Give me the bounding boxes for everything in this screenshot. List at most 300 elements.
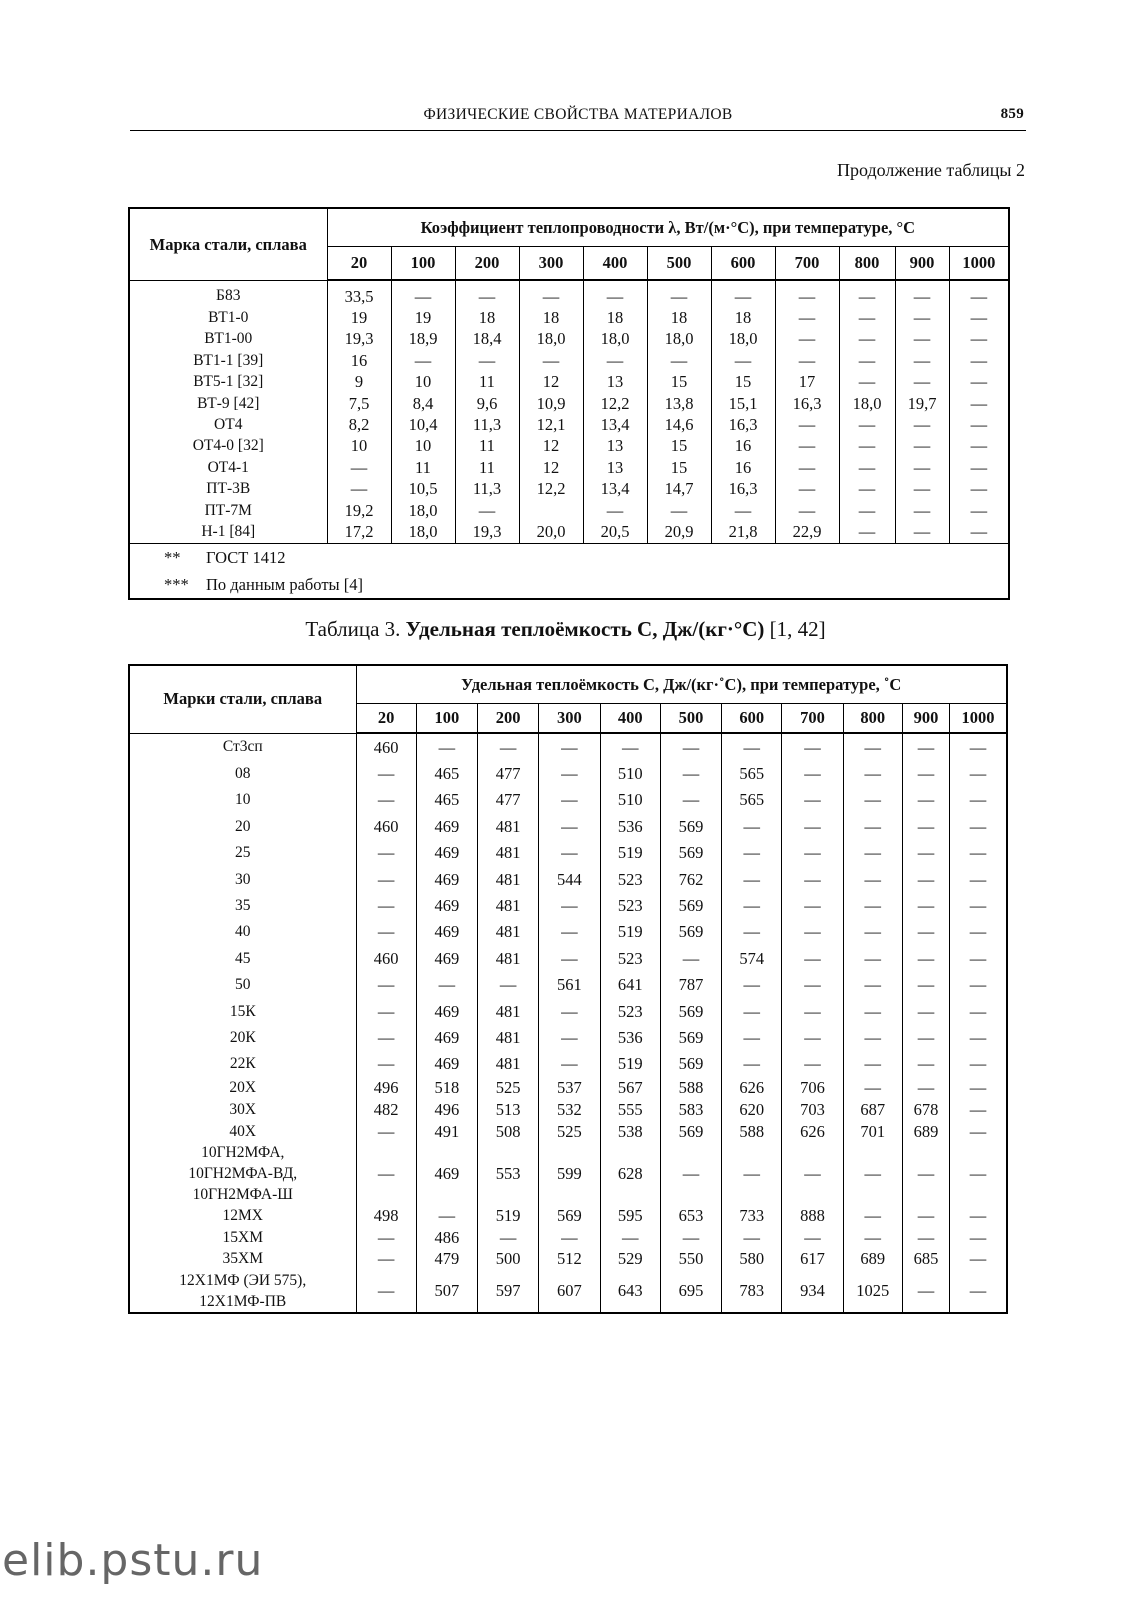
temperature-header-900: 900	[895, 247, 949, 281]
table-cell: 18,0	[391, 521, 455, 543]
table-cell: —	[949, 414, 1009, 435]
table-cell: —	[902, 813, 949, 839]
table-cell: 11	[391, 457, 455, 478]
temperature-header-20: 20	[356, 704, 416, 734]
temperature-header-200: 200	[478, 704, 539, 734]
temperature-header-300: 300	[539, 704, 600, 734]
table-row	[129, 919, 1007, 945]
running-head-title: ФИЗИЧЕСКИЕ СВОЙСТВА МАТЕРИАЛОВ	[423, 106, 733, 123]
table-cell: 17	[775, 372, 839, 393]
temperature-header-800: 800	[843, 704, 902, 734]
table-cell: —	[839, 500, 895, 521]
table-cell: —	[660, 787, 721, 813]
table-cell: —	[902, 1142, 949, 1205]
table-cell: —	[455, 500, 519, 521]
table-cell: 523	[600, 892, 660, 918]
table-cell: —	[902, 998, 949, 1024]
temperature-header-400: 400	[583, 247, 647, 281]
table-cell: 9,6	[455, 393, 519, 414]
table-cell: —	[949, 457, 1009, 478]
table-cell: —	[843, 919, 902, 945]
table-row	[129, 280, 1009, 307]
table-cell: 18,0	[519, 329, 583, 350]
table-cell: 500	[478, 1248, 539, 1270]
table-cell: 17,2	[327, 521, 391, 543]
table-cell: —	[950, 1226, 1007, 1248]
table-cell: —	[949, 521, 1009, 543]
table-cell: 469	[416, 998, 477, 1024]
table-cell: 18	[711, 307, 775, 328]
table-cell: —	[950, 840, 1007, 866]
table-cell: —	[843, 760, 902, 786]
table-cell: 481	[478, 892, 539, 918]
table-cell: —	[775, 350, 839, 371]
specific-heat-table	[128, 664, 1008, 1314]
table-cell: —	[843, 1142, 902, 1205]
table-cell: —	[416, 733, 477, 760]
table-cell: 481	[478, 998, 539, 1024]
temperature-header-600: 600	[711, 247, 775, 281]
table-cell: 481	[478, 866, 539, 892]
table-cell: —	[949, 280, 1009, 307]
table-cell: —	[902, 1024, 949, 1050]
table-cell: 607	[539, 1270, 600, 1313]
row-grade-name: ПТ-7М	[129, 500, 327, 521]
table-row	[129, 972, 1007, 998]
table-row	[129, 733, 1007, 760]
table-cell: 569	[660, 1120, 721, 1142]
table-cell: —	[902, 945, 949, 971]
table-cell: 10,5	[391, 479, 455, 500]
table-cell: —	[902, 787, 949, 813]
table-cell: —	[843, 945, 902, 971]
table-cell: —	[895, 436, 949, 457]
table-cell: 519	[600, 840, 660, 866]
temperature-header-700: 700	[775, 247, 839, 281]
table-cell: 496	[416, 1099, 477, 1121]
table-cell: 595	[600, 1205, 660, 1227]
table-cell: 703	[782, 1099, 843, 1121]
table-cell: 16	[711, 457, 775, 478]
table-cell: —	[455, 280, 519, 307]
temperature-header-300: 300	[519, 247, 583, 281]
table-cell: 469	[416, 945, 477, 971]
table-cell: 523	[600, 998, 660, 1024]
row-grade-name: 22К	[129, 1051, 356, 1077]
table-cell: —	[327, 479, 391, 500]
temperature-header-100: 100	[391, 247, 455, 281]
table-cell: —	[455, 350, 519, 371]
footnote	[129, 543, 1009, 571]
table-cell: —	[539, 760, 600, 786]
table-row	[129, 393, 1009, 414]
table-cell: 13	[583, 457, 647, 478]
table-cell: 20,9	[647, 521, 711, 543]
table-row	[129, 1099, 1007, 1121]
temperature-header-800: 800	[839, 247, 895, 281]
table-cell: 10	[391, 372, 455, 393]
table-cell: 643	[600, 1270, 660, 1313]
table-cell: 469	[416, 840, 477, 866]
table-cell: 491	[416, 1120, 477, 1142]
table-cell: —	[775, 280, 839, 307]
temperature-header-100: 100	[416, 704, 477, 734]
table-cell: 481	[478, 1024, 539, 1050]
table-row	[129, 307, 1009, 328]
table-cell: 481	[478, 919, 539, 945]
table-cell: 496	[356, 1077, 416, 1099]
table-row	[129, 840, 1007, 866]
table-cell: 16	[711, 436, 775, 457]
row-grade-name: ВТ-9 [42]	[129, 393, 327, 414]
table-cell: 12,1	[519, 414, 583, 435]
table-3-caption	[0, 617, 1131, 642]
table-cell: —	[839, 350, 895, 371]
table-cell: 482	[356, 1099, 416, 1121]
table-cell: —	[600, 733, 660, 760]
footnote-text: По данным работы [4]	[206, 574, 363, 594]
table-cell: —	[839, 479, 895, 500]
table-cell: —	[722, 1226, 782, 1248]
table-cell: 15,1	[711, 393, 775, 414]
table-cell: —	[356, 840, 416, 866]
row-grade-name: 35ХМ	[129, 1248, 356, 1270]
table-cell: —	[895, 500, 949, 521]
table-cell: —	[950, 1024, 1007, 1050]
table-cell: —	[356, 998, 416, 1024]
table-cell: —	[950, 813, 1007, 839]
running-head	[130, 104, 1026, 131]
table-cell: 16,3	[775, 393, 839, 414]
table-cell: —	[843, 813, 902, 839]
table-cell: 469	[416, 1024, 477, 1050]
table-cell: —	[895, 307, 949, 328]
table-cell: —	[950, 733, 1007, 760]
table-cell: 641	[600, 972, 660, 998]
table-cell: —	[539, 733, 600, 760]
table-cell: 21,8	[711, 521, 775, 543]
table-cell: 10,9	[519, 393, 583, 414]
row-grade-name: Н-1 [84]	[129, 521, 327, 543]
group-header-conductivity: Коэффициент теплопроводности λ, Вт/(м·°С), при температуре, °С	[327, 208, 1009, 247]
caption-prefix: Таблица 3.	[305, 617, 406, 641]
row-grade-name: 40	[129, 919, 356, 945]
table-cell: —	[902, 1270, 949, 1313]
table-cell: —	[843, 998, 902, 1024]
row-grade-name: 10ГН2МФА, 10ГН2МФА-ВД, 10ГН2МФА-Ш	[129, 1142, 356, 1205]
table-cell: —	[356, 1226, 416, 1248]
row-grade-name: 40Х	[129, 1120, 356, 1142]
table-cell: 523	[600, 945, 660, 971]
table-cell: —	[843, 787, 902, 813]
table-cell: —	[902, 1051, 949, 1077]
table-cell: —	[843, 972, 902, 998]
table-cell: —	[722, 998, 782, 1024]
table-cell: —	[711, 280, 775, 307]
table-cell: 507	[416, 1270, 477, 1313]
table-cell: 460	[356, 813, 416, 839]
table-cell: 695	[660, 1270, 721, 1313]
table-cell: —	[843, 1077, 902, 1099]
table-row	[129, 500, 1009, 521]
table-row	[129, 998, 1007, 1024]
table-cell: —	[902, 1077, 949, 1099]
table-cell: —	[782, 813, 843, 839]
table-cell: —	[711, 350, 775, 371]
table-cell: —	[782, 866, 843, 892]
table-cell: —	[722, 1024, 782, 1050]
table-cell: —	[775, 414, 839, 435]
table-cell: —	[782, 1142, 843, 1205]
table-cell: —	[839, 329, 895, 350]
table-cell: —	[950, 1077, 1007, 1099]
table-cell: 599	[539, 1142, 600, 1205]
table-cell: 569	[660, 1024, 721, 1050]
table-cell: 12	[519, 372, 583, 393]
group-header-specific-heat: Удельная теплоёмкость С, Дж/(кг·˚С), при температуре, ˚С	[356, 665, 1007, 704]
table-cell: —	[839, 521, 895, 543]
temperature-header-900: 900	[902, 704, 949, 734]
table-cell: —	[950, 1051, 1007, 1077]
column-header-grade: Марка стали, сплава	[129, 208, 327, 280]
table-cell: —	[843, 840, 902, 866]
table-cell: —	[782, 892, 843, 918]
table-row	[129, 1248, 1007, 1270]
table-cell: 525	[478, 1077, 539, 1099]
table-cell: —	[949, 307, 1009, 328]
caption-reference: [1, 42]	[764, 617, 826, 641]
table-cell: 13	[583, 372, 647, 393]
table-cell: 14,7	[647, 479, 711, 500]
column-header-grade: Марки стали, сплава	[129, 665, 356, 733]
table-cell: —	[782, 919, 843, 945]
table-cell: —	[950, 760, 1007, 786]
row-grade-name: ОТ4-0 [32]	[129, 436, 327, 457]
table-cell: —	[416, 1205, 477, 1227]
table-cell: —	[478, 972, 539, 998]
table-cell: 617	[782, 1248, 843, 1270]
table-cell: —	[722, 972, 782, 998]
table-cell: 701	[843, 1120, 902, 1142]
table-cell: 529	[600, 1248, 660, 1270]
row-grade-name: ОТ4-1	[129, 457, 327, 478]
table-cell: —	[902, 1226, 949, 1248]
table-cell: 465	[416, 760, 477, 786]
table-cell: 12	[519, 436, 583, 457]
table-cell: 486	[416, 1226, 477, 1248]
table-cell: 18	[647, 307, 711, 328]
table-cell: 15	[647, 436, 711, 457]
table-row	[129, 350, 1009, 371]
table-cell: 477	[478, 787, 539, 813]
table-cell: 18,0	[647, 329, 711, 350]
row-grade-name: Ст3сп	[129, 733, 356, 760]
table-cell: —	[895, 521, 949, 543]
table-cell: —	[583, 500, 647, 521]
table-cell: —	[782, 733, 843, 760]
temperature-header-1000: 1000	[949, 247, 1009, 281]
table-cell: —	[950, 1248, 1007, 1270]
table-row	[129, 1270, 1007, 1313]
table-cell: 1025	[843, 1270, 902, 1313]
table-cell: 33,5	[327, 280, 391, 307]
table-cell: 18,0	[391, 500, 455, 521]
table-cell: —	[583, 280, 647, 307]
table-cell: 569	[539, 1205, 600, 1227]
table-cell: 20,5	[583, 521, 647, 543]
table-cell: —	[539, 1051, 600, 1077]
table-cell: 15	[647, 457, 711, 478]
footnote-row	[129, 543, 1009, 571]
table-cell: —	[950, 1270, 1007, 1313]
table-cell: —	[782, 787, 843, 813]
row-grade-name: 30Х	[129, 1099, 356, 1121]
row-grade-name: 12МХ	[129, 1205, 356, 1227]
table-cell: —	[950, 1205, 1007, 1227]
row-grade-name: 25	[129, 840, 356, 866]
table-cell: —	[356, 1024, 416, 1050]
table-cell: —	[478, 733, 539, 760]
table-cell: —	[782, 760, 843, 786]
table-row	[129, 813, 1007, 839]
table-cell: —	[843, 1205, 902, 1227]
table-cell: —	[839, 280, 895, 307]
table-cell: —	[902, 1205, 949, 1227]
table-cell: —	[950, 1120, 1007, 1142]
table-cell: —	[356, 1051, 416, 1077]
table-cell: 538	[600, 1120, 660, 1142]
row-grade-name: 50	[129, 972, 356, 998]
table-row	[129, 866, 1007, 892]
table-cell: 569	[660, 813, 721, 839]
table-row	[129, 479, 1009, 500]
table-cell: 477	[478, 760, 539, 786]
table-cell: 689	[902, 1120, 949, 1142]
table-cell: 934	[782, 1270, 843, 1313]
table-cell: —	[782, 1024, 843, 1050]
table-cell: 481	[478, 840, 539, 866]
table-row	[129, 436, 1009, 457]
table-cell: 523	[600, 866, 660, 892]
table-cell: —	[391, 350, 455, 371]
table-cell: 10,4	[391, 414, 455, 435]
table-row	[129, 329, 1009, 350]
table-cell: 510	[600, 787, 660, 813]
table-cell: —	[519, 350, 583, 371]
row-grade-name: Б83	[129, 280, 327, 307]
table-cell: 11,3	[455, 479, 519, 500]
table-cell: —	[327, 457, 391, 478]
table-cell: —	[839, 307, 895, 328]
table-cell: 569	[660, 998, 721, 1024]
table-cell: —	[782, 998, 843, 1024]
table-cell: 689	[843, 1248, 902, 1270]
footnote-marker: ***	[164, 574, 189, 594]
thermal-conductivity-table	[128, 207, 1010, 600]
table-cell: 628	[600, 1142, 660, 1205]
table-row	[129, 414, 1009, 435]
table-cell: —	[775, 457, 839, 478]
table-cell: 11	[455, 457, 519, 478]
table-cell: 18,0	[839, 393, 895, 414]
table-cell: —	[539, 840, 600, 866]
table-cell: —	[416, 972, 477, 998]
table-cell: 565	[722, 760, 782, 786]
row-grade-name: 20Х	[129, 1077, 356, 1099]
table-cell: 11,3	[455, 414, 519, 435]
table-cell: 510	[600, 760, 660, 786]
table-cell: —	[949, 479, 1009, 500]
table-cell: —	[949, 393, 1009, 414]
table-cell: 22,9	[775, 521, 839, 543]
table-cell: 678	[902, 1099, 949, 1121]
table-cell: 512	[539, 1248, 600, 1270]
row-grade-name: 20	[129, 813, 356, 839]
table-cell: 11	[455, 372, 519, 393]
table-cell: —	[895, 350, 949, 371]
table-cell: —	[600, 1226, 660, 1248]
table-cell: —	[895, 329, 949, 350]
table-cell: 888	[782, 1205, 843, 1227]
table-cell: —	[843, 866, 902, 892]
table-cell: 19,3	[327, 329, 391, 350]
table-row	[129, 1077, 1007, 1099]
table-cell: 19,3	[455, 521, 519, 543]
table-cell: —	[902, 892, 949, 918]
table-cell: 16,3	[711, 414, 775, 435]
table-cell: 18	[519, 307, 583, 328]
table-cell: —	[583, 350, 647, 371]
table-cell: —	[660, 1226, 721, 1248]
row-grade-name: ПТ-3В	[129, 479, 327, 500]
table-cell: —	[950, 1142, 1007, 1205]
table-cell: —	[539, 945, 600, 971]
table-cell: —	[902, 840, 949, 866]
table-cell: —	[902, 919, 949, 945]
table-cell: 519	[600, 1051, 660, 1077]
table-cell: —	[519, 280, 583, 307]
table-cell: —	[539, 813, 600, 839]
table-cell: 569	[660, 892, 721, 918]
table-cell: —	[782, 1226, 843, 1248]
table-cell: 18	[455, 307, 519, 328]
table-cell: —	[902, 972, 949, 998]
table-cell: 465	[416, 787, 477, 813]
table-row	[129, 1205, 1007, 1227]
table-cell: 460	[356, 945, 416, 971]
table-cell: —	[539, 919, 600, 945]
table-cell: —	[895, 414, 949, 435]
table-cell: —	[902, 866, 949, 892]
table-cell: 16,3	[711, 479, 775, 500]
table-row	[129, 1142, 1007, 1205]
row-grade-name: ВТ1-0	[129, 307, 327, 328]
table-row	[129, 521, 1009, 543]
table-cell: —	[775, 307, 839, 328]
table-cell: —	[843, 733, 902, 760]
row-grade-name: 12Х1МФ (ЭИ 575), 12Х1МФ-ПВ	[129, 1270, 356, 1313]
table-cell: —	[539, 1024, 600, 1050]
table-cell: —	[839, 414, 895, 435]
table-cell: 706	[782, 1077, 843, 1099]
table-cell: 13,4	[583, 479, 647, 500]
table-cell: —	[839, 457, 895, 478]
table-cell: 8,2	[327, 414, 391, 435]
table-cell: —	[356, 1270, 416, 1313]
table-cell: —	[782, 1051, 843, 1077]
table-cell: 12,2	[583, 393, 647, 414]
table-cell: —	[647, 500, 711, 521]
